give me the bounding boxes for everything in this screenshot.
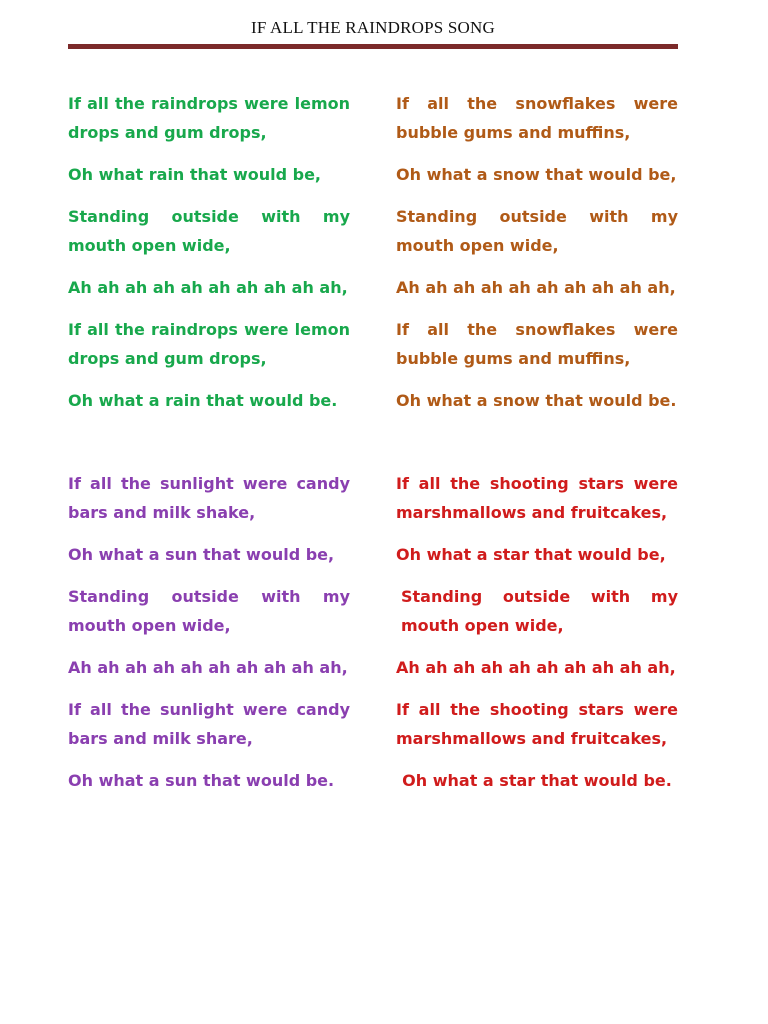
verse-line: If all the shooting stars were marshmallows and fruitcakes, [396,700,678,748]
verse-line: Oh what a sun that would be. [68,771,335,790]
verse-line: Standing outside with my mouth open wide, [68,207,350,255]
verse-snowflakes [396,89,678,415]
verse-shooting-stars [396,469,678,795]
verse-line: If all the snowflakes were bubble gums and muffins, [396,94,678,142]
verse-line: Standing outside with my mouth open wide, [396,207,678,255]
verse-line: Ah ah ah ah ah ah ah ah ah ah, [68,658,348,677]
verse-line: Ah ah ah ah ah ah ah ah ah ah, [396,278,676,297]
verse-line: If all the sunlight were candy bars and milk shake, [68,474,350,522]
verse-line: Oh what a snow that would be, [396,165,677,184]
verse-line: If all the snowflakes were bubble gums and muffins, [396,320,678,368]
verse-line: If all the sunlight were candy bars and milk share, [68,700,350,748]
verse-line: Oh what rain that would be, [68,165,321,184]
verse-line: Oh what a star that would be. [402,771,672,790]
verse-line: Oh what a snow that would be. [396,391,677,410]
verse-raindrops [68,89,350,415]
verse-line: Ah ah ah ah ah ah ah ah ah ah, [68,278,348,297]
verse-line: Oh what a star that would be, [396,545,666,564]
verse-line: If all the raindrops were lemon drops and gum drops, [68,320,350,368]
verse-line: If all the shooting stars were marshmallows and fruitcakes, [396,474,678,522]
verse-line: Oh what a rain that would be. [68,391,338,410]
song-title: IF ALL THE RAINDROPS SONG [251,18,495,37]
verse-line: Standing outside with my mouth open wide, [68,587,350,635]
title-divider [68,44,678,49]
verse-line: Ah ah ah ah ah ah ah ah ah ah, [396,658,676,677]
verse-line: Standing outside with my mouth open wide, [401,587,678,635]
verse-line: Oh what a sun that would be, [68,545,335,564]
verse-sunlight [68,469,350,795]
verse-line: If all the raindrops were lemon drops and gum drops, [68,94,350,142]
